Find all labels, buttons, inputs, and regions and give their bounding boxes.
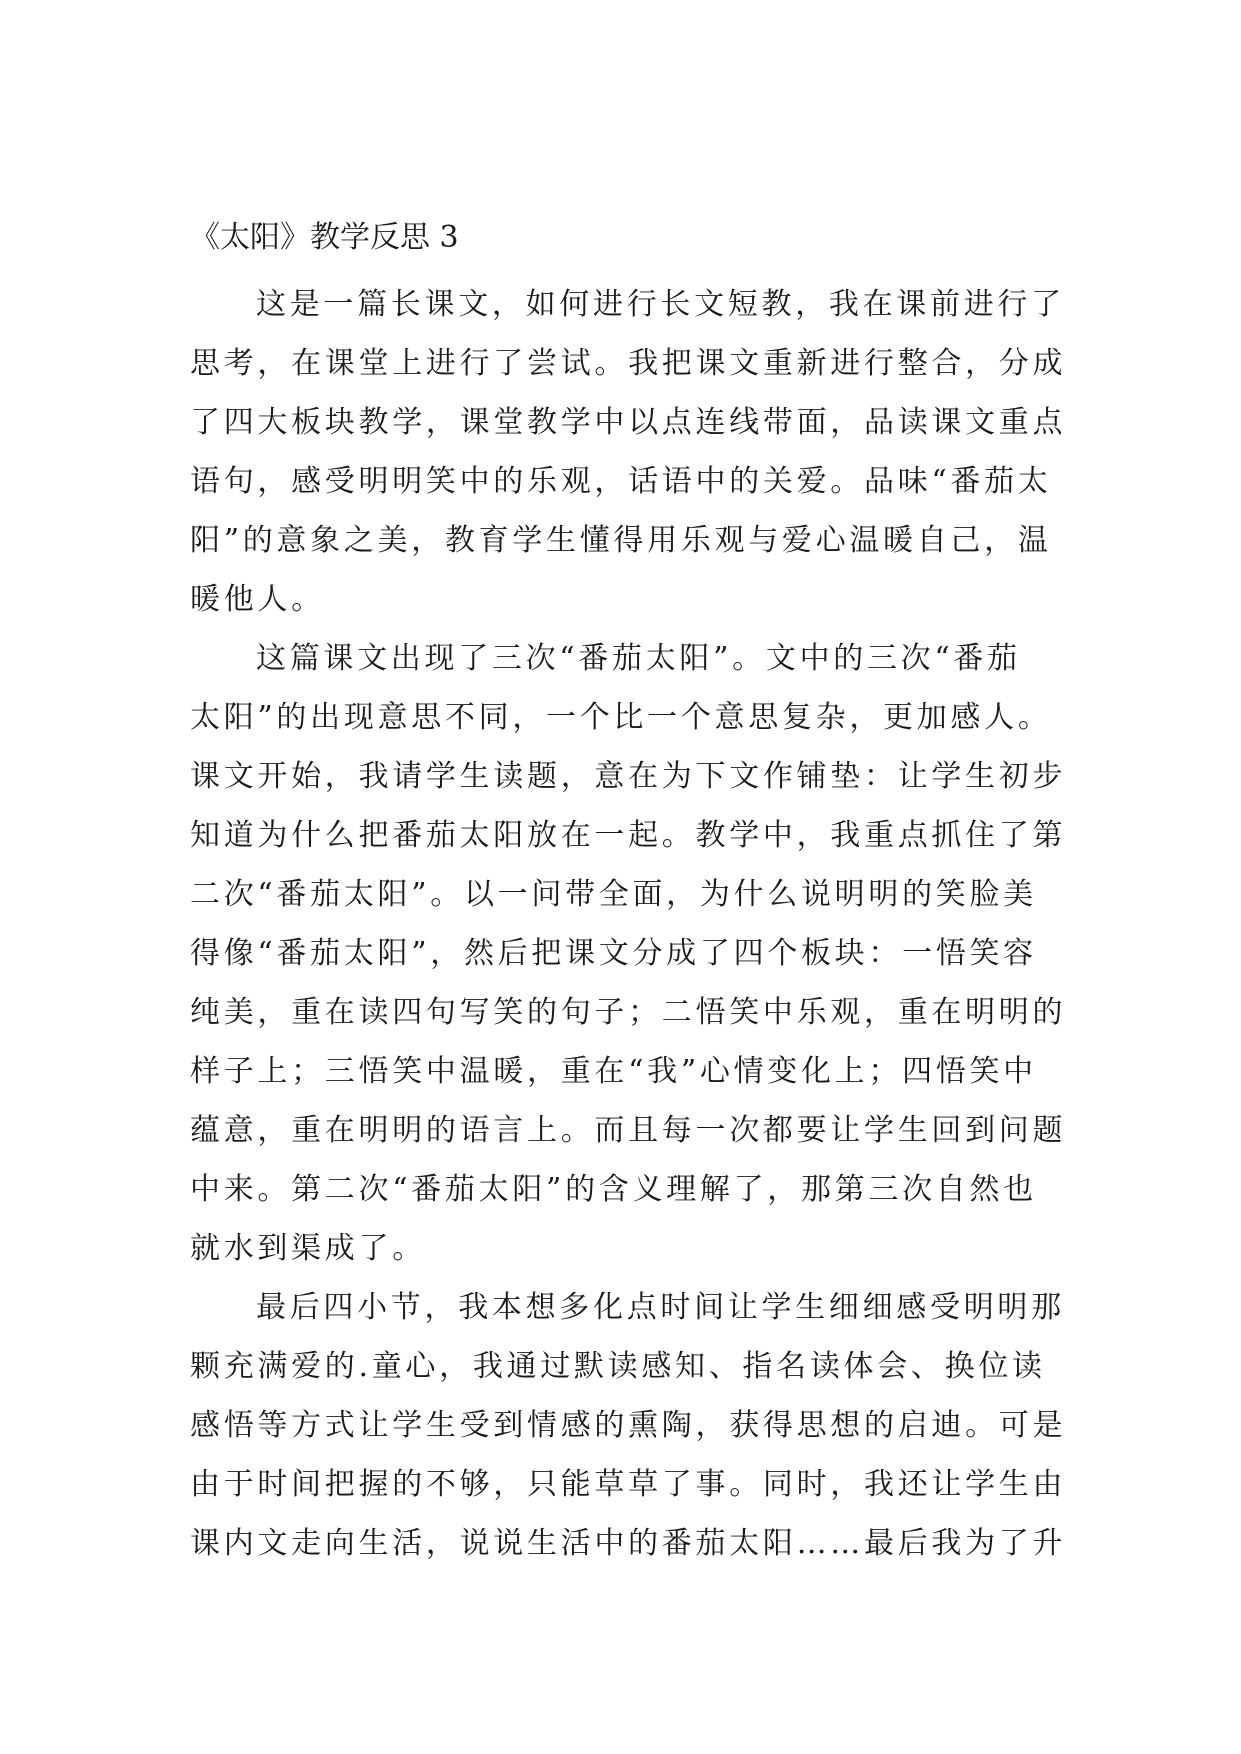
paragraph-2-line-11: 就水到渠成了。 [190, 1231, 426, 1266]
paragraph-3-line-1: 最后四小节，我本想多化点时间让学生细细感受明明那 [256, 1290, 1065, 1325]
paragraph-1-line-4: 语句，感受明明笑中的乐观，话语中的关爱。品味“番茄太 [190, 464, 1052, 499]
paragraph-1-line-2: 思考，在课堂上进行了尝试。我把课文重新进行整合，分成 [190, 346, 1067, 381]
paragraph-2-line-6: 得像“番茄太阳”，然后把课文分成了四个板块：一悟笑容 [190, 936, 1037, 971]
paragraph-1-line-3: 了四大板块教学，课堂教学中以点连线带面，品读课文重点 [190, 405, 1067, 440]
paragraph-2-line-9: 蕴意，重在明明的语言上。而且每一次都要让学生回到问题 [190, 1113, 1067, 1148]
paragraph-1-line-6: 暖他人。 [190, 582, 325, 617]
paragraph-3-line-4: 由于时间把握的不够，只能草草了事。同时，我还让学生由 [190, 1467, 1067, 1502]
paragraph-1-line-1: 这是一篇长课文，如何进行长文短教，我在课前进行了 [256, 287, 1065, 322]
paragraph-3-line-5: 课内文走向生活，说说生活中的番茄太阳……最后我为了升 [190, 1526, 1067, 1561]
paragraph-2-line-1: 这篇课文出现了三次“番茄太阳”。文中的三次“番茄 [256, 641, 1021, 676]
paragraph-2-line-3: 课文开始，我请学生读题，意在为下文作铺垫：让学生初步 [190, 759, 1067, 794]
document-title: 《太阳》教学反思 3 [190, 220, 459, 255]
paragraph-3-line-2: 颗充满爱的.童心，我通过默读感知、指名读体会、换位读 [190, 1349, 1046, 1384]
paragraph-3-line-3: 感悟等方式让学生受到情感的熏陶，获得思想的启迪。可是 [190, 1408, 1067, 1443]
paragraph-2-line-10: 中来。第二次“番茄太阳”的含义理解了，那第三次自然也 [190, 1172, 1037, 1207]
paragraph-2-line-8: 样子上；三悟笑中温暖，重在“我”心情变化上；四悟笑中 [190, 1054, 1037, 1089]
paragraph-2-line-5: 二次“番茄太阳”。以一问带全面，为什么说明明的笑脸美 [190, 877, 1037, 912]
paragraph-1-line-5: 阳”的意象之美，教育学生懂得用乐观与爱心温暖自己，温 [190, 523, 1052, 558]
paragraph-2-line-7: 纯美，重在读四句写笑的句子；二悟笑中乐观，重在明明的 [190, 995, 1067, 1030]
paragraph-2-line-4: 知道为什么把番茄太阳放在一起。教学中，我重点抓住了第 [190, 818, 1067, 853]
paragraph-2-line-2: 太阳”的出现意思不同，一个比一个意思复杂，更加感人。 [190, 700, 1052, 735]
